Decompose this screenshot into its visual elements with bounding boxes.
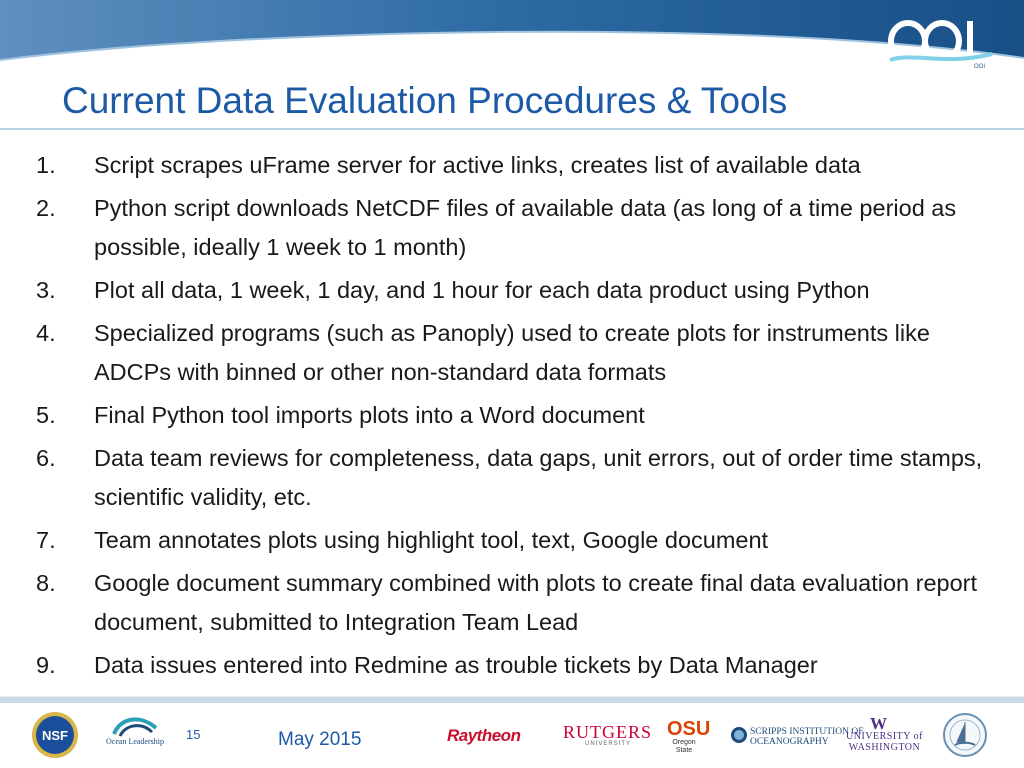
list-item-number: 8. bbox=[36, 570, 56, 596]
footer-date: May 2015 bbox=[278, 729, 362, 750]
page-number: 15 bbox=[186, 727, 201, 742]
list-item bbox=[0, 396, 994, 435]
list-item-text: Data team reviews for completeness, data gaps, unit errors, out of order time stamps, scientific validity, etc. bbox=[94, 445, 983, 510]
rutgers-logo-sub: UNIVERSITY bbox=[585, 741, 632, 747]
list-item bbox=[0, 646, 994, 685]
list-item-number: 1. bbox=[36, 152, 56, 178]
list-item-number: 5. bbox=[36, 402, 56, 428]
uw-logo-line1: UNIVERSITY of bbox=[846, 731, 923, 742]
list-item bbox=[0, 521, 994, 560]
woods-hole-seal-icon bbox=[942, 712, 988, 758]
list-item-text: Team annotates plots using highlight tool, text, Google document bbox=[94, 527, 769, 553]
list-item-number: 3. bbox=[36, 277, 56, 303]
scripps-logo-line1: SCRIPPS INSTITUTION OF bbox=[750, 727, 864, 737]
list-item bbox=[0, 146, 994, 185]
procedure-list bbox=[0, 146, 1024, 689]
list-item-text: Specialized programs (such as Panoply) used to create plots for instruments like ADCPs with binned or other non-standard data formats bbox=[94, 320, 930, 385]
list-item-number: 6. bbox=[36, 445, 56, 471]
footer-divider bbox=[0, 696, 1024, 703]
scripps-seal-icon bbox=[730, 726, 748, 744]
ocean-leadership-logo-mark bbox=[110, 714, 160, 738]
list-item bbox=[0, 439, 994, 517]
raytheon-logo: Raytheon bbox=[447, 726, 521, 745]
list-item-number: 2. bbox=[36, 195, 56, 221]
uw-logo-mark: W bbox=[870, 714, 887, 733]
list-item bbox=[0, 189, 994, 267]
ooi-logo bbox=[884, 14, 996, 70]
uw-logo-line2: WASHINGTON bbox=[848, 742, 921, 753]
list-item-number: 4. bbox=[36, 320, 56, 346]
list-item-text: Final Python tool imports plots into a Word document bbox=[94, 402, 645, 428]
list-item-text: Google document summary combined with plots to create final data evaluation report document, submitted to Integration Team Lead bbox=[94, 570, 978, 635]
nsf-logo bbox=[30, 710, 80, 760]
list-item-text: Data issues entered into Redmine as trouble tickets by Data Manager bbox=[94, 652, 818, 678]
page-title: Current Data Evaluation Procedures & Tools bbox=[62, 80, 788, 121]
osu-logo bbox=[667, 718, 711, 755]
ocean-leadership-logo-text: Ocean Leadership bbox=[106, 737, 164, 746]
ooi-logo-text: OOI bbox=[974, 64, 986, 70]
list-item-text: Plot all data, 1 week, 1 day, and 1 hour for each data product using Python bbox=[94, 277, 870, 303]
list-item bbox=[0, 564, 994, 642]
list-item bbox=[0, 271, 994, 310]
list-item-text: Script scrapes uFrame server for active links, creates list of available data bbox=[94, 152, 861, 178]
nsf-logo-text: NSF bbox=[42, 728, 68, 743]
rutgers-logo: RUTGERS bbox=[563, 722, 653, 742]
header-banner bbox=[0, 0, 1024, 80]
scripps-logo-line2: OCEANOGRAPHY bbox=[750, 737, 829, 747]
list-item-number: 7. bbox=[36, 527, 56, 553]
list-item-number: 9. bbox=[36, 652, 56, 678]
list-item bbox=[0, 314, 994, 392]
osu-logo-text: OSU bbox=[667, 718, 711, 740]
osu-logo-sub: Oregon State bbox=[672, 739, 696, 754]
uw-logo bbox=[846, 731, 923, 753]
list-item-text: Python script downloads NetCDF files of available data (as long of a time period as possible, ideally 1 week to 1 month) bbox=[94, 195, 957, 260]
title-divider bbox=[0, 128, 1024, 130]
